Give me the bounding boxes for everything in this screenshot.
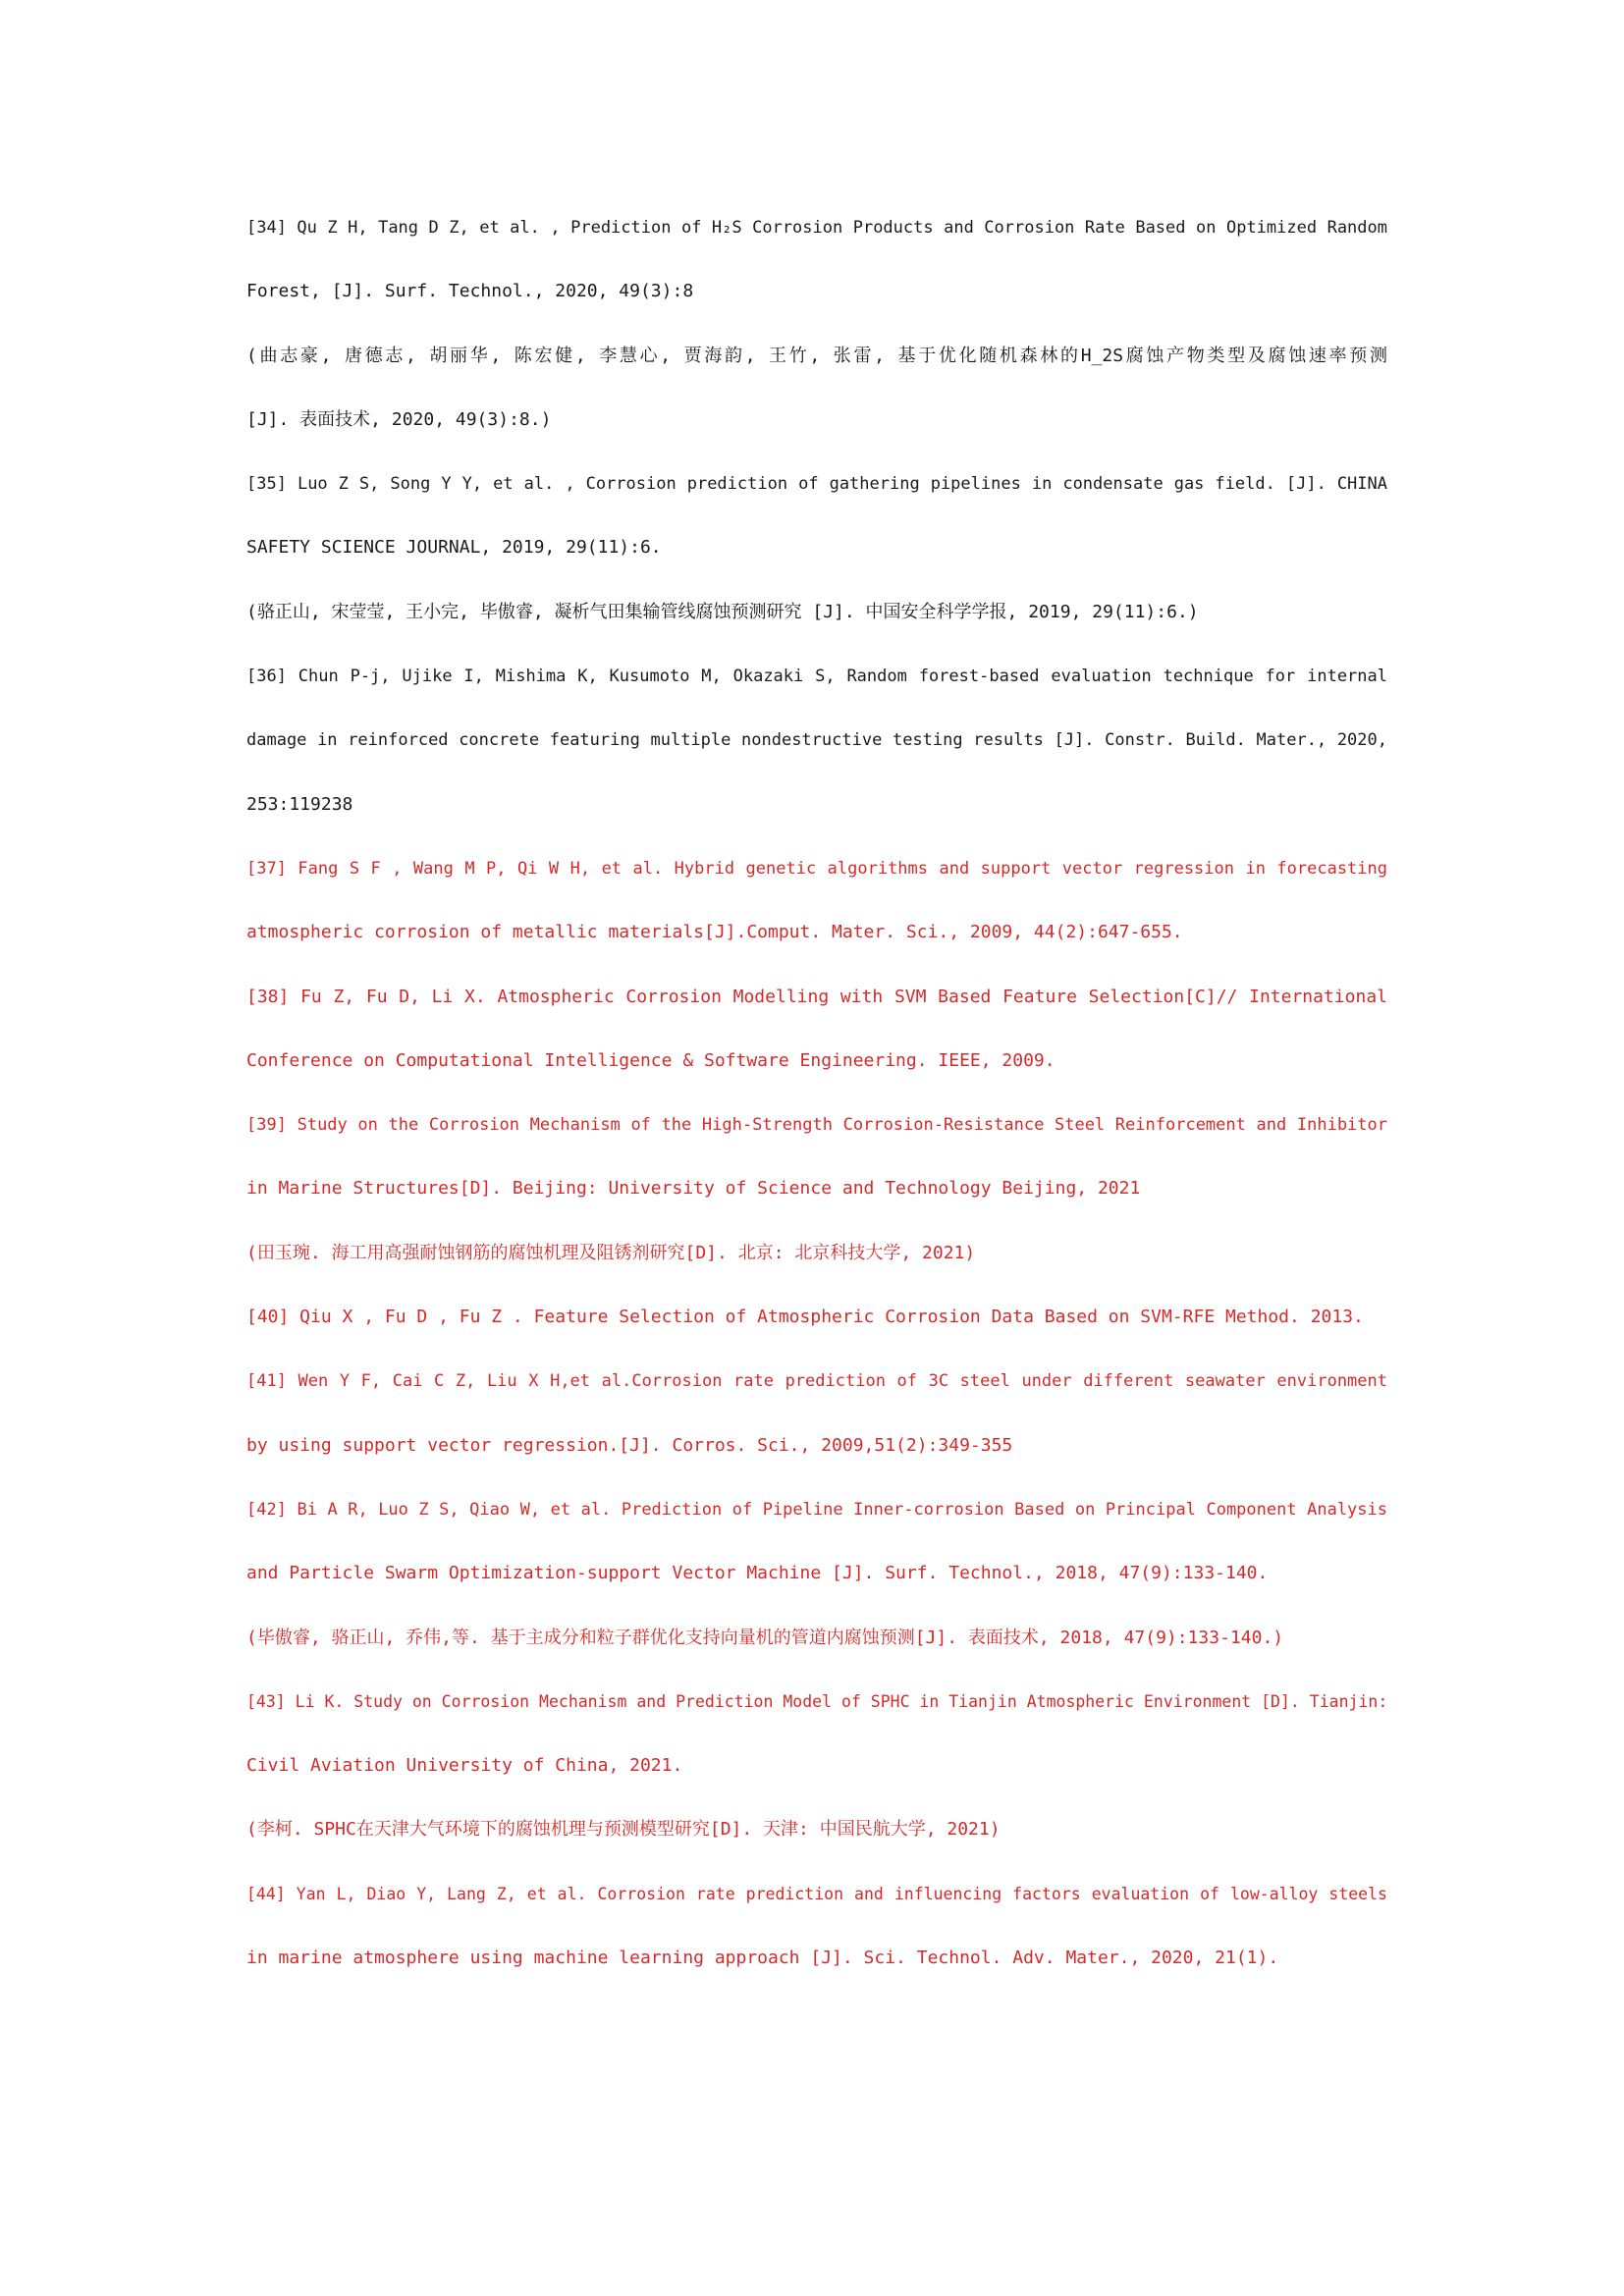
reference-line: [39] Study on the Corrosion Mechanism of the High-Strength Corrosion-Resistance Steel Reinforcement and Inhibitor [246,1115,1387,1136]
reference-line: Civil Aviation University of China, 2021. [246,1755,683,1777]
reference-line: [35] Luo Z S, Song Y Y, et al. , Corrosion prediction of gathering pipelines in condensate gas field. [J]. CHINA [246,474,1387,495]
reference-line: [43] Li K. Study on Corrosion Mechanism and Prediction Model of SPHC in Tianjin Atmospheric Environment [D]. Tianjin: [246,1691,1388,1711]
reference-line: (骆正山, 宋莹莹, 王小完, 毕傲睿, 凝析气田集输管线腐蚀预测研究 [J]. 中国安全科学学报, 2019, 29(11):6.) [246,601,1199,622]
reference-line: Conference on Computational Intelligence & Software Engineering. IEEE, 2009. [246,1049,1056,1071]
reference-line: atmospheric corrosion of metallic materials[J].Comput. Mater. Sci., 2009, 44(2):647-655. [246,922,1183,943]
reference-line: [41] Wen Y F, Cai C Z, Liu X H,et al.Corrosion rate prediction of 3C steel under different seawater environment [246,1371,1387,1392]
reference-line: damage in reinforced concrete featuring multiple nondestructive testing results [J]. Constr. Build. Mater., 2020, [246,730,1387,751]
reference-line: and Particle Swarm Optimization-support Vector Machine [J]. Surf. Technol., 2018, 47(9):133-140. [246,1563,1269,1584]
reference-line: [J]. 表面技术, 2020, 49(3):8.) [246,408,552,430]
reference-line: by using support vector regression.[J]. Corros. Sci., 2009,51(2):349-355 [246,1434,1013,1456]
reference-line: in marine atmosphere using machine learning approach [J]. Sci. Technol. Adv. Mater., 2020, 21(1). [246,1948,1279,1969]
reference-line: SAFETY SCIENCE JOURNAL, 2019, 29(11):6. [246,537,662,559]
reference-line: [36] Chun P-j, Ujike I, Mishima K, Kusumoto M, Okazaki S, Random forest-based evaluation technique for internal [246,667,1387,687]
reference-line: [44] Yan L, Diao Y, Lang Z, et al. Corrosion rate prediction and influencing factors evaluation of low-alloy steels [246,1884,1387,1903]
reference-line: (毕傲睿, 骆正山, 乔伟,等. 基于主成分和粒子群优化支持向量机的管道内腐蚀预测[J]. 表面技术, 2018, 47(9):133-140.) [246,1627,1284,1648]
reference-line: [34] Qu Z H, Tang D Z, et al. , Prediction of H₂S Corrosion Products and Corrosion Rate Based on Optimized Random [246,218,1387,238]
reference-line: [38] Fu Z, Fu D, Li X. Atmospheric Corrosion Modelling with SVM Based Feature Selection[C]// International [246,986,1387,1007]
reference-line: Forest, [J]. Surf. Technol., 2020, 49(3):8 [246,281,694,302]
reference-line: (曲志豪, 唐德志, 胡丽华, 陈宏健, 李慧心, 贾海韵, 王竹, 张雷, 基于优化随机森林的H_2S腐蚀产物类型及腐蚀速率预测 [246,345,1387,366]
reference-line: [40] Qiu X , Fu D , Fu Z . Feature Selection of Atmospheric Corrosion Data Based on SVM-RFE Method. 2013. [246,1307,1364,1328]
reference-line: 253:119238 [246,793,353,815]
reference-list [246,208,1387,2002]
reference-line: [37] Fang S F , Wang M P, Qi W H, et al. Hybrid genetic algorithms and support vector regression in forecasting [246,858,1387,879]
reference-line: in Marine Structures[D]. Beijing: University of Science and Technology Beijing, 2021 [246,1178,1141,1200]
reference-line: (李柯. SPHC在天津大气环境下的腐蚀机理与预测模型研究[D]. 天津: 中国民航大学, 2021) [246,1819,1001,1841]
reference-line: (田玉琬. 海工用高强耐蚀钢筋的腐蚀机理及阻锈剂研究[D]. 北京: 北京科技大学, 2021) [246,1242,976,1263]
reference-line: [42] Bi A R, Luo Z S, Qiao W, et al. Prediction of Pipeline Inner-corrosion Based on Principal Component Analysis [246,1499,1387,1520]
